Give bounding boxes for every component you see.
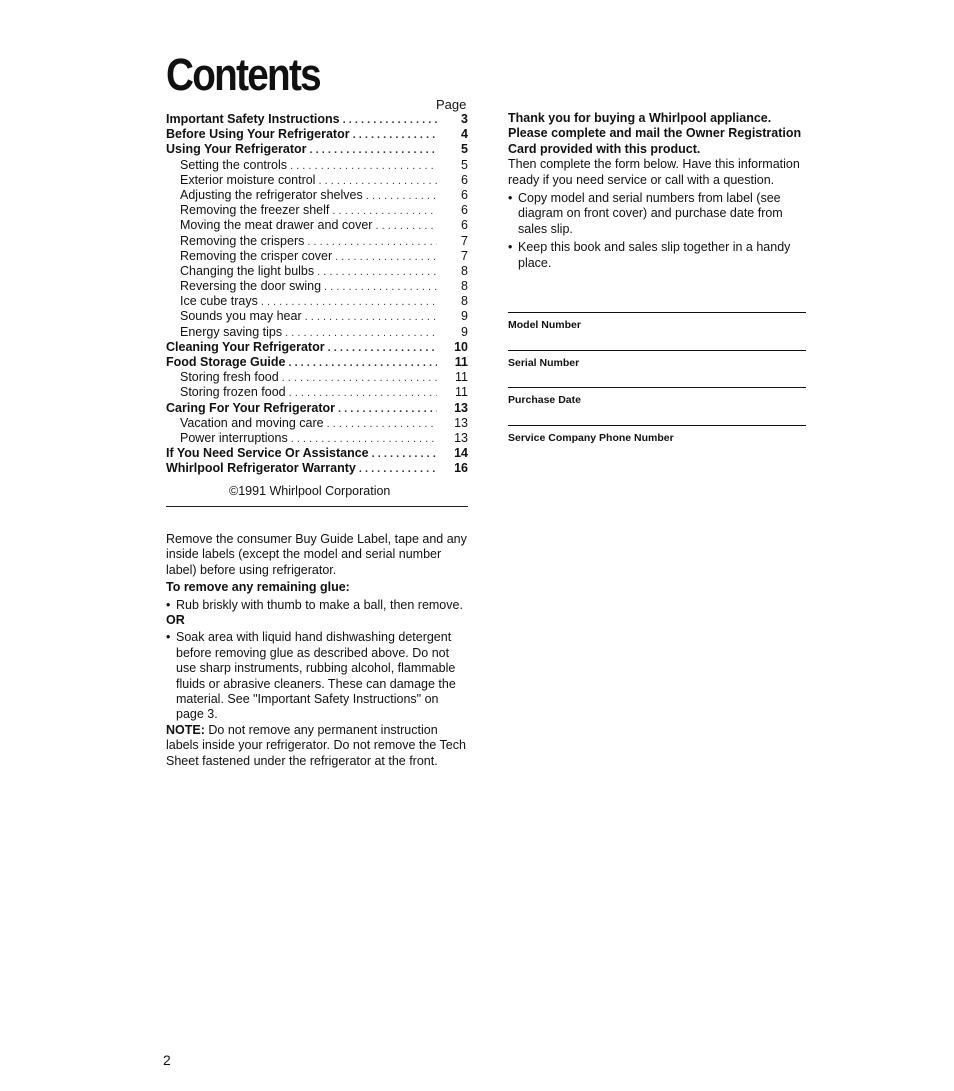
model-number-field[interactable]: Model Number [508,312,806,350]
toc-entry [166,249,468,264]
list-item: • Rub briskly with thumb to make a ball, then remove. [166,597,463,612]
page-title: Contents [166,49,320,100]
toc-entry-page: 9 [461,309,468,324]
toc-entry [166,309,468,324]
dot-leader [282,372,437,384]
toc-entry [166,142,468,157]
dot-leader [285,327,437,339]
toc-entry-page: 14 [454,446,468,461]
toc-entry [166,446,468,461]
page-number: 2 [163,1052,171,1068]
toc-entry-page: 6 [461,187,468,202]
toc-entry-page: 13 [454,430,468,445]
toc-entry-page: 10 [454,339,468,354]
toc-entry [166,127,468,142]
toc-entry-label: Setting the controls [180,157,288,172]
dot-leader [328,342,437,354]
note-label: NOTE: [166,722,205,737]
bullet-icon: • [166,630,171,645]
toc-entry [166,294,468,309]
dot-leader [359,463,437,475]
toc-entry-page: 7 [461,248,468,263]
toc-entry-page: 8 [461,294,468,309]
dot-leader [318,175,437,187]
dot-leader [366,190,437,202]
dot-leader [372,448,437,460]
note [166,723,468,769]
toc-entry-label: Adjusting the refrigerator shelves [180,187,363,202]
registration-info [508,111,810,271]
owner-record-form [508,312,806,462]
toc-entry-page: 8 [461,279,468,294]
toc-entry-page: 6 [461,218,468,233]
toc-entry [166,188,468,203]
toc-entry [166,112,468,127]
toc-entry [166,370,468,385]
toc-entry-label: Using Your Refrigerator [166,142,307,157]
dot-leader [291,433,437,445]
dot-leader [305,311,437,323]
toc-entry [166,203,468,218]
list-item: • Soak area with liquid hand dishwashing detergent before removing glue as described above. Do not use sharp instruments, rubbing alcohol, flammable fluids or abrasive cleaners. These can damage the material. See "Important Safety Instructions" on page 3. [166,630,456,722]
form-instructions: Then complete the form below. Have this information ready if you need service or call with a question. [508,157,800,187]
glue-heading: To remove any remaining glue: [166,580,350,595]
toc-entry-label: Power interruptions [180,430,288,445]
toc-entry-label: Vacation and moving care [180,415,324,430]
toc-entry-page: 8 [461,263,468,278]
or-heading: OR [166,613,185,628]
table-of-contents [166,112,468,477]
bullet-icon: • [166,597,171,612]
intro-text: Remove the consumer Buy Guide Label, tape and any inside labels (except the model and serial number label) before using refrigerator. [166,532,467,577]
toc-entry [166,234,468,249]
dot-leader [310,144,437,156]
toc-entry-page: 5 [461,142,468,157]
toc-entry-label: Removing the crisper cover [180,248,333,263]
toc-entry [166,279,468,294]
toc-entry [166,355,468,370]
bullet-icon: • [508,240,513,255]
toc-entry-label: Before Using Your Refrigerator [166,127,350,142]
toc-entry [166,158,468,173]
toc-entry-page: 11 [454,355,468,369]
toc-entry-label: Reversing the door swing [180,279,322,294]
dot-leader [332,205,437,217]
toc-entry-label: Removing the freezer shelf [180,203,330,218]
toc-entry [166,325,468,340]
toc-entry-label: Energy saving tips [180,324,283,339]
toc-entry-page: 4 [461,127,468,142]
dot-leader [327,418,437,430]
toc-entry-label: Storing frozen food [180,385,286,400]
dot-leader [290,160,437,172]
toc-entry [166,340,468,355]
toc-entry [166,218,468,233]
toc-entry-page: 9 [461,324,468,339]
toc-entry [166,264,468,279]
toc-entry-page: 13 [454,400,468,415]
toc-entry-label: Storing fresh food [180,370,279,385]
toc-entry-label: Important Safety Instructions [166,112,340,126]
toc-entry-page: 6 [461,172,468,187]
toc-entry [166,431,468,446]
toc-entry [166,401,468,416]
dot-leader [289,387,437,399]
bullet-icon: • [508,191,513,206]
toc-entry-label: Ice cube trays [180,294,258,309]
service-phone-field[interactable]: Service Company Phone Number [508,425,806,463]
copyright: ©1991 Whirlpool Corporation [229,484,391,498]
label-removal-instructions [166,532,468,769]
page-column-header: Page [436,97,467,112]
toc-entry [166,416,468,431]
toc-entry-page: 6 [461,203,468,218]
list-item: • Copy model and serial numbers from label (see diagram on front cover) and purchase date from sales slip. [508,191,783,236]
dot-leader [338,403,437,415]
serial-number-field[interactable]: Serial Number [508,350,806,388]
purchase-date-field[interactable]: Purchase Date [508,387,806,425]
toc-entry-page: 11 [455,385,468,400]
dot-leader [261,296,437,308]
toc-entry [166,385,468,400]
dot-leader [375,220,437,232]
toc-entry-label: Cleaning Your Refrigerator [166,339,325,354]
toc-entry-label: Exterior moisture control [180,172,316,187]
toc-entry-page: 11 [455,370,468,385]
toc-entry-page: 16 [454,461,468,476]
dot-leader [317,266,437,278]
toc-entry-page: 3 [461,112,468,126]
list-item: • Keep this book and sales slip together in a handy place. [508,240,791,270]
toc-entry-label: Sounds you may hear [180,309,302,324]
toc-entry-label: Removing the crispers [180,233,305,248]
toc-entry [166,461,468,476]
dot-leader [353,129,437,141]
dot-leader [324,281,437,293]
thank-you-text: Thank you for buying a Whirlpool appliance. Please complete and mail the Owner Registration Card provided with this product. [508,111,802,156]
toc-entry-label: If You Need Service Or Assistance [166,446,369,461]
dot-leader [288,357,437,369]
toc-entry-label: Whirlpool Refrigerator Warranty [166,461,356,476]
dot-leader [335,251,437,263]
toc-entry [166,173,468,188]
toc-entry-page: 5 [461,157,468,172]
toc-entry-label: Caring For Your Refrigerator [166,400,336,415]
toc-entry-page: 7 [461,233,468,248]
toc-entry-label: Food Storage Guide [166,355,286,369]
dot-leader [343,114,437,126]
toc-entry-page: 13 [454,415,468,430]
divider [166,506,468,507]
dot-leader [307,236,437,248]
toc-entry-label: Changing the light bulbs [180,263,315,278]
note-text: Do not remove any permanent instruction labels inside your refrigerator. Do not remove the Tech Sheet fastened under the refrigerator at the front. [166,722,466,768]
toc-entry-label: Moving the meat drawer and cover [180,218,373,233]
